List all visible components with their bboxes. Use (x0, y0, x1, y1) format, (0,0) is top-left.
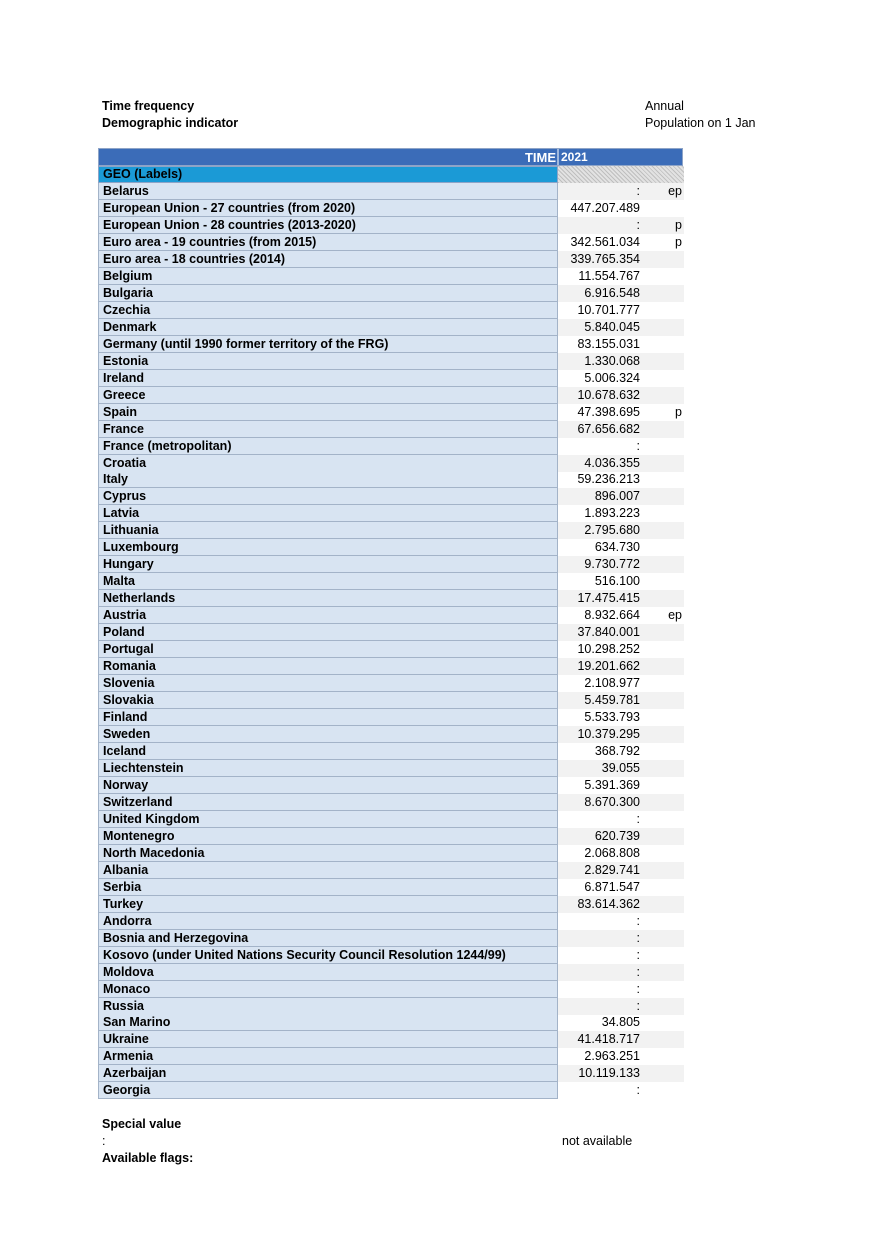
flag-cell (640, 200, 684, 217)
geo-label-cell: North Macedonia (98, 845, 558, 862)
geo-label-cell: Poland (98, 624, 558, 641)
table-row (98, 505, 684, 522)
population-value-cell: 8.932.664 (584, 608, 640, 623)
population-value-cell: 4.036.355 (558, 455, 640, 472)
geo-label-cell: Ukraine (98, 1031, 558, 1048)
table-row (98, 658, 684, 675)
geo-label-cell: Romania (98, 658, 558, 675)
demographic-indicator-label: Demographic indicator (102, 116, 239, 130)
population-value-cell: 5.840.045 (558, 319, 640, 336)
table-row (98, 285, 684, 302)
table-row (98, 896, 684, 913)
population-value-cell: 67.656.682 (558, 421, 640, 438)
population-value-cell: 10.701.777 (577, 302, 640, 317)
table-row (98, 319, 684, 336)
flag-cell (640, 471, 684, 488)
flag-cell (640, 455, 684, 472)
flag-cell (640, 641, 684, 658)
flag-cell (640, 981, 684, 998)
geo-label-cell: Hungary (98, 556, 558, 573)
population-value-cell: 2.963.251 (584, 1049, 640, 1064)
table-row (98, 777, 684, 794)
table-row (98, 998, 684, 1015)
flag-cell (640, 658, 684, 675)
population-value-cell: : (636, 811, 640, 826)
population-value-cell: 8.670.300 (558, 794, 640, 811)
flag-cell: ep (640, 183, 684, 200)
flag-cell (640, 319, 684, 336)
table-row (98, 200, 684, 217)
flag-cell (640, 488, 684, 505)
population-value-cell: 342.561.034 (570, 234, 640, 249)
geo-label-cell: Estonia (98, 353, 558, 370)
population-value-cell: 5.459.781 (558, 692, 640, 709)
table-row (98, 251, 684, 268)
population-value-cell: : (636, 438, 640, 453)
geo-label-cell: Turkey (98, 896, 558, 913)
flag-cell (640, 438, 684, 455)
population-value-cell: : (558, 183, 640, 200)
geo-label-cell: Andorra (98, 913, 558, 930)
flag-cell (640, 556, 684, 573)
available-flags-title: Available flags: (102, 1151, 194, 1165)
population-value-cell: 11.554.767 (578, 268, 640, 283)
flag-cell (640, 421, 684, 438)
geo-label-cell: Latvia (98, 505, 558, 522)
table-row (98, 760, 684, 777)
table-row (98, 522, 684, 539)
population-value-cell: 5.391.369 (584, 777, 640, 792)
flag-cell (640, 268, 684, 285)
table-row (98, 913, 684, 930)
population-value-cell: : (558, 964, 640, 981)
table-row (98, 387, 684, 404)
table-row (98, 590, 684, 607)
geo-label-cell: Italy (98, 471, 558, 488)
table-row (98, 828, 684, 845)
geo-header-fill (558, 166, 684, 183)
flag-cell: ep (668, 608, 682, 623)
geo-label-cell: Slovenia (98, 675, 558, 692)
geo-label-cell: Sweden (98, 726, 558, 743)
flag-cell (640, 998, 684, 1015)
flag-cell (640, 1048, 684, 1065)
geo-label-cell: Germany (until 1990 former territory of the FRG) (98, 336, 558, 353)
flag-cell (640, 777, 684, 794)
population-value-cell: 83.614.362 (558, 896, 640, 913)
flag-cell: p (675, 234, 682, 249)
population-value-cell: 634.730 (594, 540, 640, 555)
flag-cell (640, 862, 684, 879)
table-row (98, 862, 684, 879)
table-row (98, 743, 684, 760)
special-value-symbol: : (102, 1134, 106, 1148)
flag-cell (640, 811, 684, 828)
geo-label-cell: Lithuania (98, 522, 558, 539)
geo-label-cell: Malta (98, 573, 558, 590)
geo-label-cell: European Union - 27 countries (from 2020) (98, 200, 558, 217)
table-row (98, 183, 684, 200)
geo-labels-header: GEO (Labels) (98, 166, 558, 183)
table-row (98, 930, 684, 947)
geo-label-cell: Monaco (98, 981, 558, 998)
table-row (98, 794, 684, 811)
flag-cell (640, 896, 684, 913)
geo-label-cell: Portugal (98, 641, 558, 658)
population-value-cell: 10.379.295 (558, 726, 640, 743)
geo-label-cell: Kosovo (under United Nations Security Council Resolution 1244/99) (98, 947, 558, 964)
table-row (98, 421, 684, 438)
table-row (98, 539, 684, 556)
population-value-cell: 896.007 (558, 488, 640, 505)
population-value-cell: 1.330.068 (558, 353, 640, 370)
year-label: 2021 (561, 150, 588, 164)
geo-label-cell: Georgia (98, 1082, 558, 1099)
flag-cell (640, 930, 684, 947)
table-row (98, 370, 684, 387)
population-value-cell: 9.730.772 (558, 556, 640, 573)
population-value-cell: 5.533.793 (584, 710, 640, 725)
flag-cell (640, 590, 684, 607)
table-row (98, 964, 684, 981)
population-value-cell: : (558, 930, 640, 947)
geo-label-cell: Austria (98, 607, 558, 624)
geo-label-cell: Liechtenstein (98, 760, 558, 777)
special-value-description: not available (562, 1134, 633, 1148)
time-frequency-value: Annual (645, 99, 684, 113)
geo-label-cell: Serbia (98, 879, 558, 896)
table-row (98, 1048, 684, 1065)
table-row (98, 1082, 684, 1099)
table-row (98, 1014, 684, 1031)
flag-cell (640, 370, 684, 387)
table-row (98, 879, 684, 896)
time-label: TIME (524, 150, 556, 165)
flag-cell (640, 336, 684, 353)
geo-label-cell: France (metropolitan) (98, 438, 558, 455)
geo-label-cell: Finland (98, 709, 558, 726)
population-value-cell: 516.100 (594, 574, 640, 589)
data-table-body (98, 183, 684, 1099)
flag-cell (640, 1065, 684, 1082)
flag-cell (640, 879, 684, 896)
geo-label-cell: Bosnia and Herzegovina (98, 930, 558, 947)
flag-cell (640, 760, 684, 777)
flag-cell (640, 1082, 684, 1099)
flag-cell (640, 845, 684, 862)
table-row (98, 234, 684, 251)
table-row (98, 624, 684, 641)
table-row (98, 353, 684, 370)
geo-label-cell: Armenia (98, 1048, 558, 1065)
geo-label-cell: Netherlands (98, 590, 558, 607)
flag-cell: p (675, 404, 682, 419)
flag-cell (640, 828, 684, 845)
geo-label-cell: Moldova (98, 964, 558, 981)
geo-label-cell: Switzerland (98, 794, 558, 811)
flag-cell (640, 743, 684, 760)
geo-label-cell: Ireland (98, 370, 558, 387)
flag-cell (640, 624, 684, 641)
population-value-cell: 19.201.662 (558, 658, 640, 675)
flag-cell (640, 964, 684, 981)
table-row (98, 709, 684, 726)
population-value-cell: 6.871.547 (584, 879, 640, 894)
time-frequency-label: Time frequency (102, 99, 195, 113)
flag-cell (640, 353, 684, 370)
geo-label-cell: Denmark (98, 319, 558, 336)
flag-cell (640, 302, 684, 319)
flag-cell (640, 913, 684, 930)
flag-cell (640, 709, 684, 726)
population-value-cell: 10.298.252 (577, 642, 640, 657)
table-row (98, 573, 684, 590)
population-value-cell: 10.678.632 (558, 387, 640, 404)
flag-cell (640, 505, 684, 522)
table-row (98, 1031, 684, 1048)
table-row (98, 692, 684, 709)
geo-label-cell: San Marino (98, 1014, 558, 1031)
flag-cell (640, 1014, 684, 1031)
table-row (98, 336, 684, 353)
population-value-cell: 59.236.213 (577, 472, 640, 487)
geo-label-cell: Belarus (98, 183, 558, 200)
population-value-cell: : (636, 913, 640, 928)
population-value-cell: : (636, 1083, 640, 1098)
table-row (98, 1065, 684, 1082)
flag-cell (640, 675, 684, 692)
population-value-cell: : (636, 947, 640, 962)
geo-label-cell: United Kingdom (98, 811, 558, 828)
flag-cell (640, 387, 684, 404)
geo-label-cell: Spain (98, 404, 558, 421)
population-value-cell: 37.840.001 (558, 624, 640, 641)
demographic-indicator-value: Population on 1 Jan (645, 116, 756, 130)
flag-cell (640, 692, 684, 709)
table-row (98, 455, 684, 472)
header-separator (557, 149, 559, 165)
table-row (98, 471, 684, 488)
table-row (98, 641, 684, 658)
table-row (98, 607, 684, 624)
population-value-cell: 83.155.031 (577, 336, 640, 351)
flag-cell (640, 522, 684, 539)
flag-cell (640, 794, 684, 811)
geo-label-cell: Luxembourg (98, 539, 558, 556)
geo-label-cell: Albania (98, 862, 558, 879)
special-value-title: Special value (102, 1117, 182, 1131)
geo-label-cell: Montenegro (98, 828, 558, 845)
table-time-header (98, 148, 683, 166)
flag-cell (640, 726, 684, 743)
table-row (98, 811, 684, 828)
population-value-cell: 339.765.354 (558, 251, 640, 268)
table-row (98, 947, 684, 964)
geo-label-cell: Greece (98, 387, 558, 404)
geo-label-cell: Azerbaijan (98, 1065, 558, 1082)
geo-label-cell: Croatia (98, 455, 558, 472)
population-value-cell: 17.475.415 (558, 590, 640, 607)
population-value-cell: 368.792 (594, 743, 640, 758)
table-row (98, 438, 684, 455)
population-value-cell: 39.055 (558, 760, 640, 777)
population-value-cell: 1.893.223 (584, 506, 640, 521)
table-row (98, 675, 684, 692)
population-value-cell: 2.795.680 (558, 522, 640, 539)
flag-cell (640, 285, 684, 302)
population-value-cell: 2.829.741 (558, 862, 640, 879)
population-value-cell: 47.398.695 (577, 404, 640, 419)
table-row (98, 268, 684, 285)
population-value-cell: 10.119.133 (558, 1065, 640, 1082)
geo-label-cell: European Union - 28 countries (2013-2020) (98, 217, 558, 234)
table-row (98, 845, 684, 862)
population-value-cell: 34.805 (601, 1015, 640, 1030)
population-value-cell: : (636, 981, 640, 996)
population-value-cell: 6.916.548 (558, 285, 640, 302)
population-value-cell: : (558, 217, 640, 234)
population-value-cell: 5.006.324 (584, 370, 640, 385)
table-row (98, 556, 684, 573)
population-value-cell: 2.068.808 (584, 845, 640, 860)
geo-label-cell: Czechia (98, 302, 558, 319)
flag-cell (640, 539, 684, 556)
population-value-cell: : (558, 998, 640, 1015)
geo-label-cell: Belgium (98, 268, 558, 285)
table-row (98, 726, 684, 743)
geo-label-cell: Norway (98, 777, 558, 794)
table-row (98, 404, 684, 421)
flag-cell (640, 947, 684, 964)
geo-label-cell: Russia (98, 998, 558, 1015)
geo-label-cell: Euro area - 19 countries (from 2015) (98, 234, 558, 251)
flag-cell (640, 1031, 684, 1048)
table-row (98, 217, 684, 234)
population-value-cell: 41.418.717 (558, 1031, 640, 1048)
geo-label-cell: Slovakia (98, 692, 558, 709)
flag-cell (640, 573, 684, 590)
geo-label-cell: France (98, 421, 558, 438)
population-value-cell: 620.739 (558, 828, 640, 845)
flag-cell: p (640, 217, 684, 234)
geo-label-cell: Cyprus (98, 488, 558, 505)
table-row (98, 981, 684, 998)
flag-cell (640, 251, 684, 268)
geo-label-cell: Euro area - 18 countries (2014) (98, 251, 558, 268)
population-value-cell: 447.207.489 (570, 200, 640, 215)
table-row (98, 488, 684, 505)
population-value-cell: 2.108.977 (584, 676, 640, 691)
table-row (98, 302, 684, 319)
geo-label-cell: Iceland (98, 743, 558, 760)
geo-label-cell: Bulgaria (98, 285, 558, 302)
